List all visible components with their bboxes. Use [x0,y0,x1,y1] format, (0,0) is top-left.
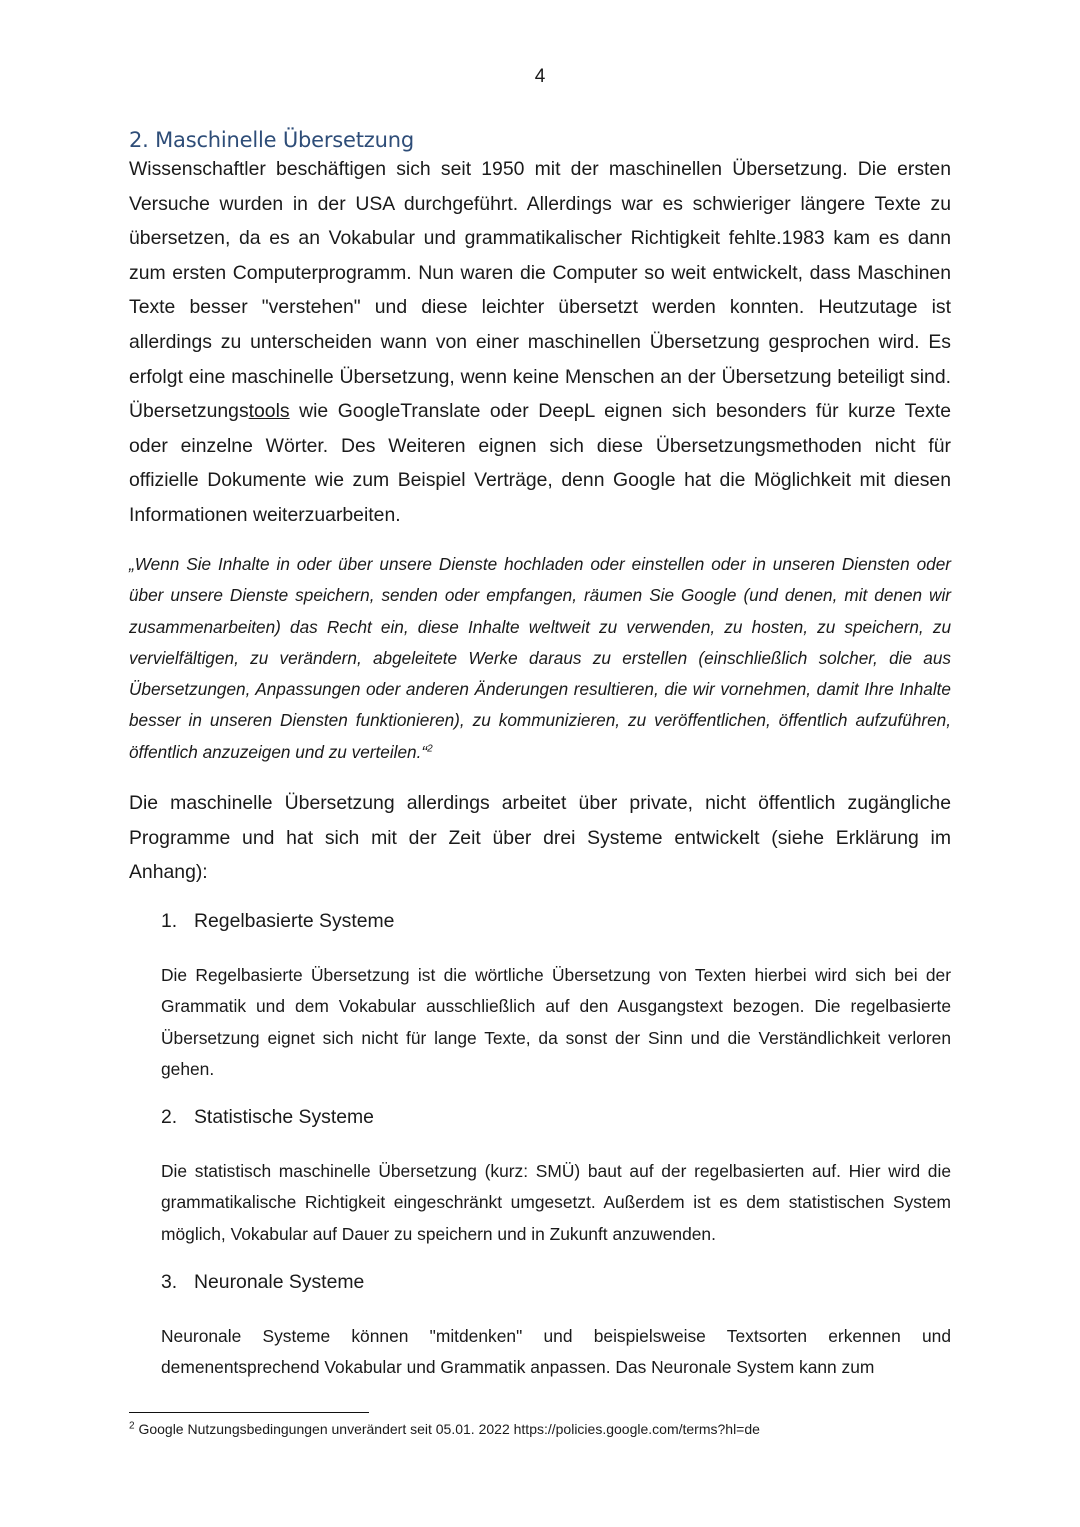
footnote-reference: 2 [427,743,433,755]
system-3-description: Neuronale Systeme können "mitdenken" und beispielsweise Textsorten erkennen und demenentsprechend Vokabular und Grammatik anpassen. Das Neuronale System kann zum [161,1326,951,1378]
intro-underlined-word: tools [248,400,290,423]
intro-text-part2: wie GoogleTranslate oder DeepL eignen sich besonders für kurze Texte oder einzelne Wörter. Des Weiteren eignen sich diese Übersetzungsmethoden nicht für offizielle Dokumente wie zum Beispiel Verträge, denn Google hat die Möglichkeit mit diesen Informationen weiterzuarbeiten. [129,400,951,526]
after-quote-paragraph: Die maschinelle Übersetzung allerdings arbeitet über private, nicht öffentlich zugängliche Programme und hat sich mit der Zeit über drei Systeme entwickelt (siehe Erklärung im Anhang): [129,792,951,884]
page-number: 4 [534,66,546,87]
footnote-text: Google Nutzungsbedingungen unverändert seit 05.01. 2022 https://policies.google.com/terms?hl=de [134,1421,760,1437]
footnote-number: 2 [129,1420,135,1432]
footnote-divider [129,1412,369,1413]
system-2-description: Die statistisch maschinelle Übersetzung (kurz: SMÜ) baut auf der regelbasierten auf. Hier wird die grammatikalische Richtigkeit eingeschränkt umgesetzt. Außerdem ist es dem statistischen System möglich, Vokabular auf Dauer zu speichern und in Zukunft anzuwenden. [161,1161,951,1244]
intro-paragraph [129,152,951,533]
system-2-title-text: Statistische Systeme [194,1106,374,1128]
intro-text-part1: Wissenschaftler beschäftigen sich seit 1950 mit der maschinellen Übersetzung. Die ersten Versuche wurden in der USA durchgeführt. Allerdings war es schwieriger längere Texte zu übersetzen, da es an Vokabular und grammatikalischer Richtigkeit fehlte.1983 kam es dann zum ersten Computerprogramm. Nun waren die Computer so weit entwickelt, dass Maschinen Texte besser "verstehen" und diese leichter übersetzt werden konnten. Heutzutage ist allerdings zu unterscheiden wann von einer maschinellen Übersetzung gesprochen wird. Es erfolgt eine maschinelle Übersetzung, wenn keine Menschen an der Übersetzung beteiligt sind. Übersetzungs [129,158,951,423]
footnote [129,1421,760,1437]
system-1-number: 1. [161,910,178,932]
system-1-title-text: Regelbasierte Systeme [194,910,395,932]
section-heading: 2. Maschinelle Übersetzung [129,128,414,152]
quote-text: „Wenn Sie Inhalte in oder über unsere Dienste hochladen oder einstellen oder in unseren Diensten oder über unsere Dienste speichern, senden oder empfangen, räumen Sie Google (und denen, mit denen wir zusammenarbeiten) das Recht ein, diese Inhalte weltweit zu verwenden, zu hosten, zu speichern, zu vervielfältigen, zu verändern, abgeleitete Werke daraus zu erstellen (einschließlich solcher, die aus Übersetzungen, Anpassungen oder anderen Änderungen resultieren, die wir vornehmen, damit Ihre Inhalte besser in unseren Diensten funktionieren), zu kommunizieren, zu veröffentlichen, öffentlich aufzuführen, öffentlich anzuzeigen und zu verteilen.“ [129,554,951,762]
system-2-title [161,1106,374,1129]
system-2-number: 2. [161,1106,178,1128]
system-3-title-text: Neuronale Systeme [194,1271,365,1293]
system-1-description: Die Regelbasierte Übersetzung ist die wörtliche Übersetzung von Texten hierbei wird sich bei der Grammatik und dem Vokabular ausschließlich auf den Ausgangstext bezogen. Die regelbasierte Übersetzung eignet sich nicht für lange Texte, da sonst der Sinn und die Verständlichkeit verloren gehen. [161,965,951,1080]
system-1-title [161,910,394,933]
system-3-title [161,1271,364,1294]
quote-paragraph [129,549,951,768]
system-3-number: 3. [161,1271,178,1293]
